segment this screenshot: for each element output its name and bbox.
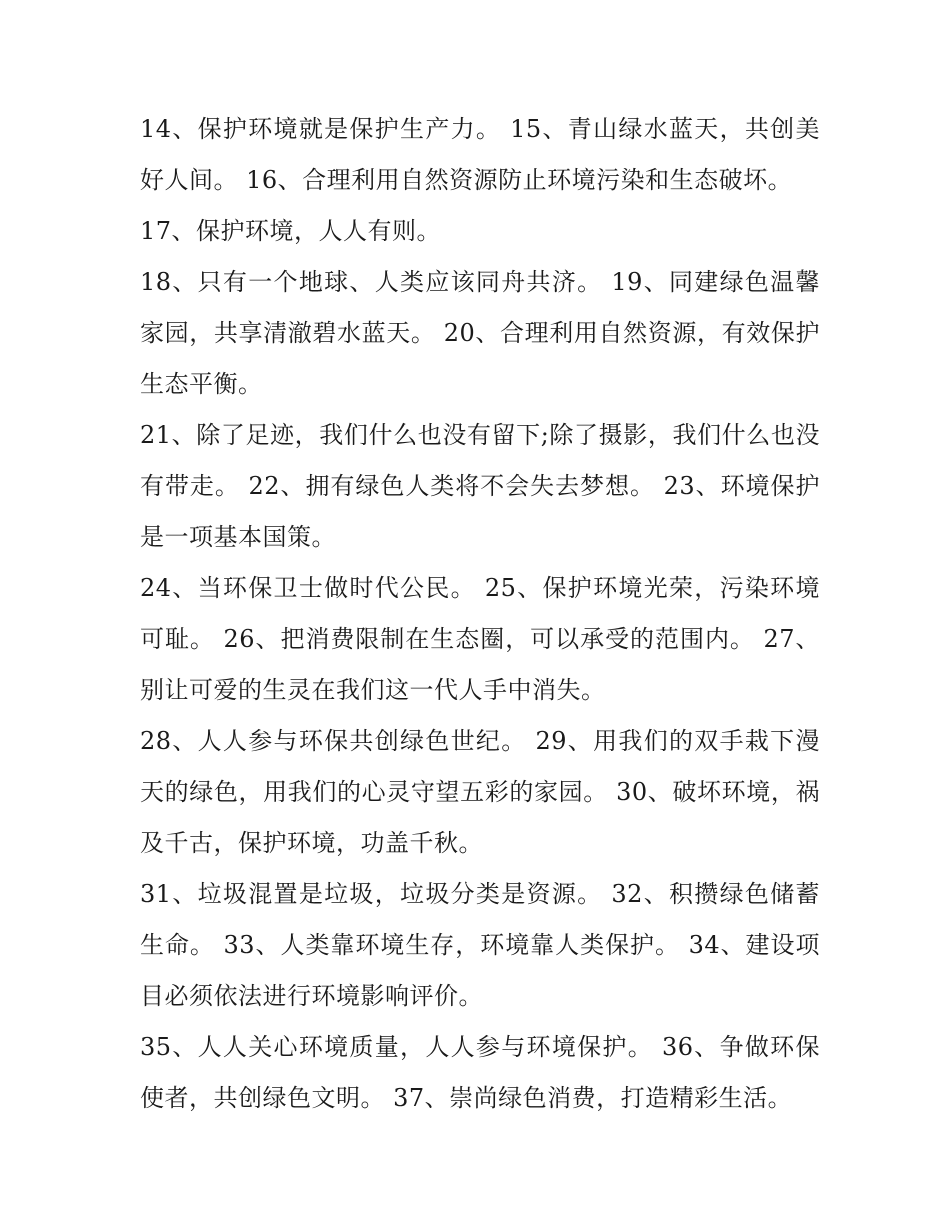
paragraph-18-20: 18、只有一个地球、人类应该同舟共济。 19、同建绿色温馨家园，共享清澈碧水蓝天。 20、合理利用自然资源，有效保护生态平衡。 — [140, 268, 820, 398]
paragraph-35-37: 35、人人关心环境质量，人人参与环境保护。 36、争做环保使者，共创绿色文明。 37、崇尚绿色消费，打造精彩生活。 — [140, 1033, 820, 1112]
paragraph-17: 17、保护环境，人人有则。 — [140, 217, 442, 245]
paragraph-21-23: 21、除了足迹，我们什么也没有留下;除了摄影，我们什么也没有带走。 22、拥有绿色人类将不会失去梦想。 23、环境保护是一项基本国策。 — [140, 421, 820, 551]
paragraph-31-34: 31、垃圾混置是垃圾，垃圾分类是资源。 32、积攒绿色储蓄生命。 33、人类靠环境生存，环境靠人类保护。 34、建设项目必须依法进行环境影响评价。 — [140, 880, 820, 1010]
paragraph-24-27: 24、当环保卫士做时代公民。 25、保护环境光荣，污染环境可耻。 26、把消费限制在生态圈，可以承受的范围内。 27、别让可爱的生灵在我们这一代人手中消失。 — [140, 574, 820, 704]
paragraph-28-30: 28、人人参与环保共创绿色世纪。 29、用我们的双手栽下漫天的绿色，用我们的心灵守望五彩的家园。 30、破坏环境，祸及千古，保护环境，功盖千秋。 — [140, 727, 820, 857]
paragraph-14-16: 14、保护环境就是保护生产力。 15、青山绿水蓝天，共创美好人间。 16、合理利用自然资源防止环境污染和生态破坏。 — [140, 115, 820, 194]
document-body — [140, 104, 820, 1124]
